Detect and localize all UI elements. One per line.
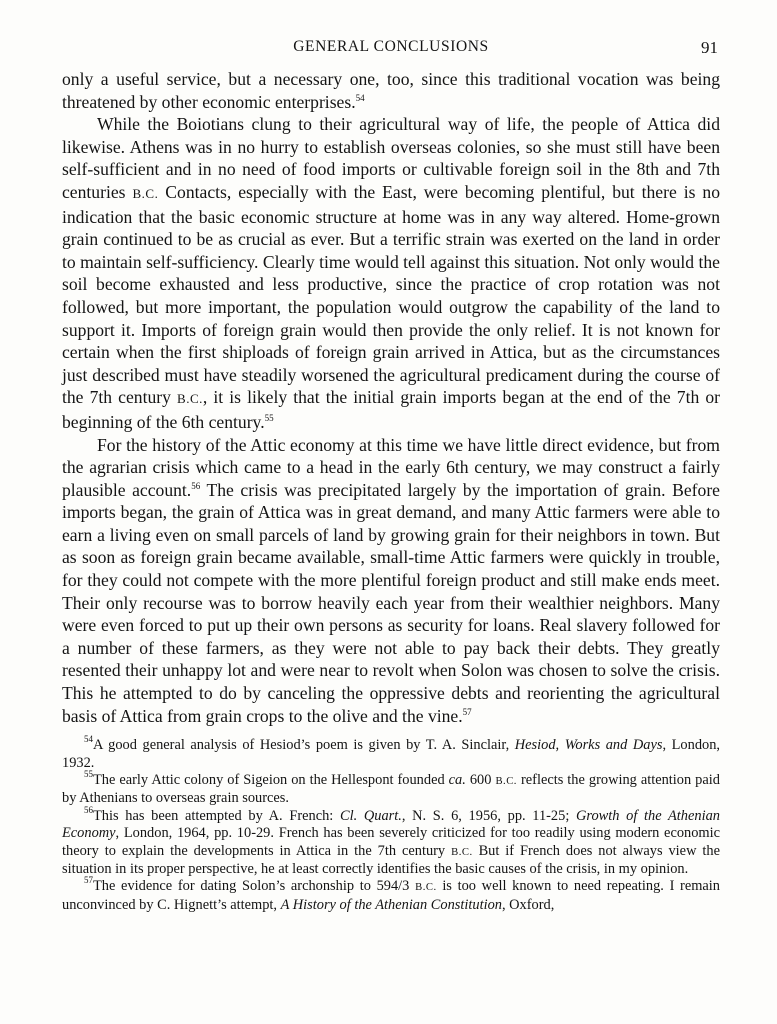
footnote-text: A good general analysis of Hesiod’s poem is given by T. A. Sinclair, <box>93 737 510 754</box>
paragraph-2-text-a: While the Boiotians clung to their agricultural way of life, the people of Attica did likewise. Athens was in no hurry to establish overseas colonies, so she must still have been self-sufficient and in no need of food imports or cultivable foreign soil in the 8th and 7th centuries <box>62 114 720 202</box>
footnote-56 <box>62 804 720 879</box>
footnote-text: But if French does not always view the situation in its proper perspective, he at least correctly identifies the basic causes of the crisis, in my opinion. <box>62 842 720 878</box>
footnote-title: Growth of the Athenian Economy <box>62 807 720 842</box>
paragraph-3-text-b: The crisis was precipitated largely by the importation of grain. Before imports began, the grain of Attica was in great demand, and many Attic farmers were able to earn a living even on small parcels of land by growing grain for their neighbors in town. But as soon as foreign grain became available, small-time Attic farmers were quickly in trouble, for they could not compete with the more plentiful foreign product and still make ends meet. Their only recourse was to borrow heavily each year from their wealthier neighbors. Many were even forced to put up their own persons as security for loans. Real slavery followed for a number of these farmers, as they were not able to pay back their debts. They greatly resented their unhappy lot and were near to revolt when Solon was chosen to solve the crisis. This he attempted to do by canceling the oppressive debts and reorienting the agricultural basis of Attica from grain crops to the olive and the vine. <box>62 479 720 726</box>
footnote-text: , Oxford, <box>501 896 555 913</box>
paragraph-2-text-b: Contacts, especially with the East, were becoming plentiful, but there is no indication that the basic economic structure at home was in any way altered. Home-grown grain continued to be as crucial as ever. But a terrific strain was exerted on the land in order to maintain self-sufficiency. Clearly time would tell against this situation. Not only would the soil become exhausted and less productive, since the practice of crop rotation was not followed, but more important, the population would outgrow the capability of the land to support it. Imports of foreign grain would then provide the only relief. It is not known for certain when the first shiploads of foreign grain arrived in Attica, but as the circumstances just described must have steadily worsened the agricultural predicament during the course of the 7th century <box>62 181 720 408</box>
paragraph-3 <box>62 434 720 728</box>
footnote-text: The early Attic colony of Sigeion on the Hellespont founded <box>93 772 445 789</box>
paragraph-2 <box>62 113 720 433</box>
running-title: GENERAL CONCLUSIONS <box>293 38 489 55</box>
footnote-ref-54: 54 <box>355 92 365 103</box>
footnote-text: The evidence for dating Solon’s archonship to 594/3 <box>93 878 410 895</box>
footnote-title: Hesiod, Works and Days <box>514 737 663 754</box>
footnote-text: is too well known to need repeating. I remain unconvinced by C. Hignett’s attempt, <box>62 878 720 913</box>
footnote-55 <box>62 769 720 808</box>
footnote-text: , N. S. 6, 1956, pp. 11-25; <box>401 807 570 824</box>
era-abbrev: B.C. <box>177 391 203 407</box>
body-text <box>62 68 720 727</box>
footnote-57 <box>62 875 720 914</box>
footnote-ref-56: 56 <box>191 480 201 491</box>
footnote-text: reflects the growing attention paid by Athenians to overseas grain sources. <box>62 772 720 807</box>
page-number: 91 <box>701 38 718 57</box>
era-abbrev: B.C. <box>451 846 473 858</box>
footnote-text: , London, 1964, pp. 10-29. French has been severely criticized for too readily using modern economic theory to explain the developments in Attica in the 7th century <box>62 825 720 859</box>
page-header <box>62 38 720 68</box>
era-abbrev: B.C. <box>415 882 437 894</box>
footnote-italic: ca. <box>448 772 466 789</box>
footnote-title: A History of the Athenian Constitution <box>280 896 502 913</box>
footnotes <box>62 734 720 914</box>
paragraph-2-text-c: , it is likely that the initial grain imports began at the end of the 7th or beginning of the 6th century. <box>62 387 721 432</box>
footnote-number: 56 <box>84 804 93 815</box>
footnote-number: 55 <box>84 769 93 780</box>
footnote-ref-57: 57 <box>462 706 472 717</box>
footnote-54 <box>62 734 720 772</box>
footnote-number: 54 <box>84 734 93 745</box>
footnote-text: 600 <box>469 772 492 789</box>
paragraph-3-text-a: For the history of the Attic economy at this time we have little direct evidence, but from the agrarian crisis which came to a head in the early 6th century, we may construct a fairly plausible account. <box>62 434 720 500</box>
footnote-text: This has been attempted by A. French: <box>93 807 334 824</box>
paragraph-1-text: only a useful service, but a necessary one, too, since this traditional vocation was being threatened by other economic enterprises. <box>62 69 720 112</box>
paragraph-1 <box>62 68 720 113</box>
footnote-number: 57 <box>84 875 93 886</box>
footnote-ref-55: 55 <box>264 412 274 423</box>
footnote-text: , London, 1932. <box>62 737 720 771</box>
era-abbrev: B.C. <box>495 776 517 788</box>
footnote-title: Cl. Quart. <box>340 807 402 824</box>
era-abbrev: B.C. <box>132 185 159 201</box>
